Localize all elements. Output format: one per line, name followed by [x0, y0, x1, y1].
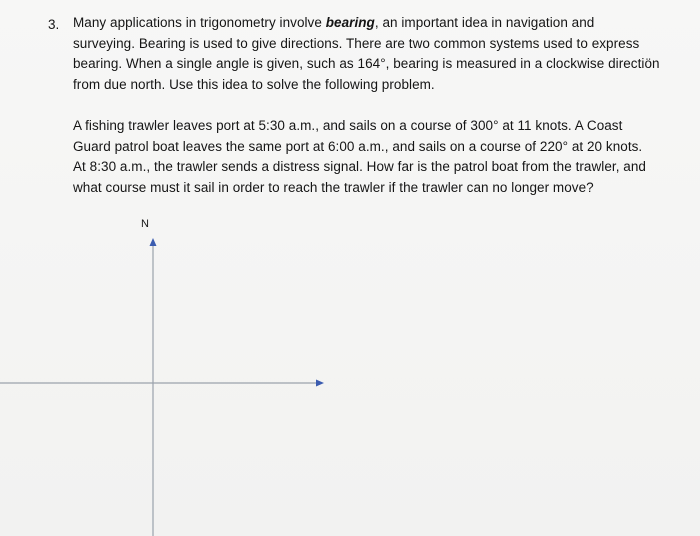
- intro-line-2: surveying. Bearing is used to give directions. There are two common systems used to express: [73, 35, 640, 51]
- statement-line-2: Guard patrol boat leaves the same port at 6:00 a.m., and sails on a course of 220° at 20 knots.: [73, 138, 643, 154]
- statement-line-1: A fishing trawler leaves port at 5:30 a.m., and sails on a course of 300° at 11 knots. A Coast: [73, 118, 623, 133]
- north-arrowhead-icon: [150, 238, 157, 246]
- intro-line-1-tail: , an important idea in navigation and: [374, 15, 595, 30]
- statement-line-4: what course must it sail in order to reach the trawler if the trawler can no longer move?: [73, 179, 594, 195]
- problem-statement-paragraph: [73, 116, 673, 198]
- bearing-term: bearing: [325, 15, 375, 30]
- intro-line-1: [73, 13, 673, 34]
- intro-line-1-text: Many applications in trigonometry involve: [73, 15, 326, 30]
- east-arrowhead-icon: [316, 380, 324, 387]
- intro-line-4: from due north. Use this idea to solve the following problem.: [73, 76, 435, 92]
- north-label: N: [141, 218, 149, 230]
- problem-number: 3.: [48, 17, 60, 32]
- statement-line-3: At 8:30 a.m., the trawler sends a distress signal. How far is the patrol boat from the trawler, and: [73, 159, 646, 174]
- problem-intro-paragraph: [73, 13, 673, 95]
- intro-line-3: bearing. When a single angle is given, such as 164°, bearing is measured in a clockwise directiön: [73, 56, 660, 71]
